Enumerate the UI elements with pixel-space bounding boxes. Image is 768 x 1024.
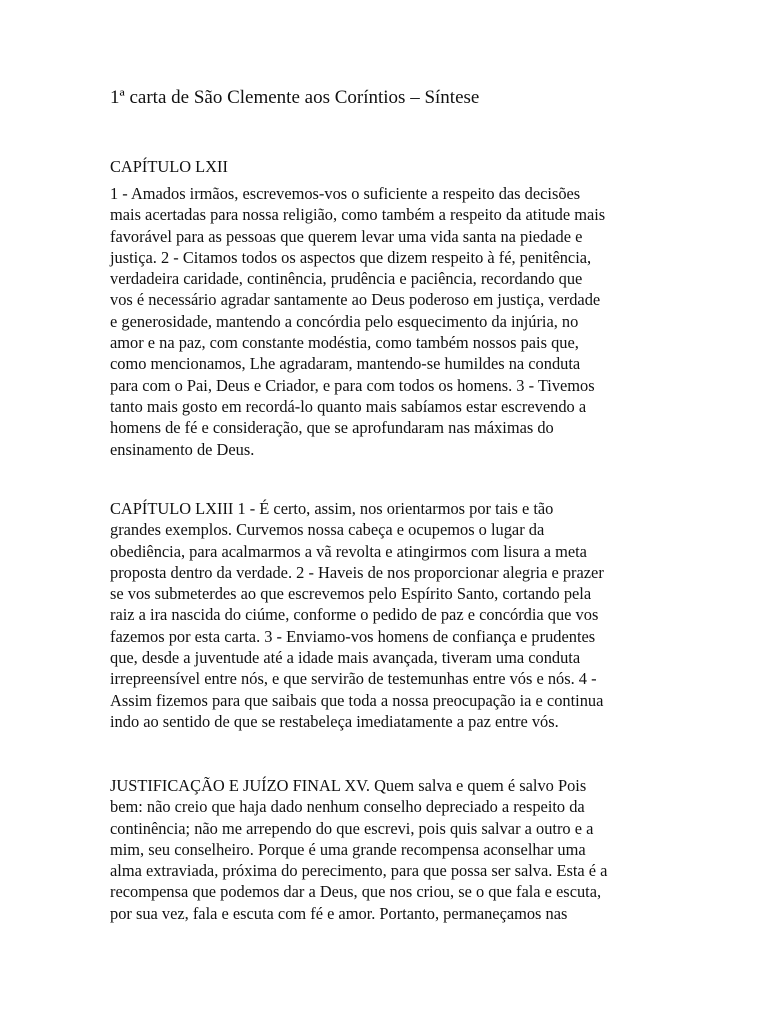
- text-line: bem: não creio que haja dado nenhum conselho depreciado a respeito da: [110, 797, 585, 817]
- text-line: fazemos por esta carta. 3 - Enviamo-vos homens de confiança e prudentes: [110, 626, 596, 646]
- text-line: amor e na paz, com constante modéstia, como também nossos pais que,: [110, 333, 579, 353]
- text-line: grandes exemplos. Curvemos nossa cabeça e ocupemos o lugar da: [110, 520, 545, 540]
- text-line: vos é necessário agradar santamente ao Deus poderoso em justiça, verdade: [110, 290, 601, 310]
- chapter-lxiii-paragraph: [110, 498, 666, 732]
- justificacao-paragraph: [110, 775, 666, 924]
- chapter-lxii-heading: CAPÍTULO LXII: [110, 157, 228, 176]
- text-line: por sua vez, fala e escuta com fé e amor. Portanto, permaneçamos nas: [110, 903, 568, 923]
- document-title: 1ª carta de São Clemente aos Coríntios – Síntese: [110, 87, 480, 108]
- text-line: tanto mais gosto em recordá-lo quanto mais sabíamos estar escrevendo a: [110, 396, 587, 416]
- text-line: homens de fé e consideração, que se aprofundaram nas máximas do: [110, 418, 554, 438]
- text-line: como mencionamos, Lhe agradaram, mantendo-se humildes na conduta: [110, 354, 581, 374]
- text-line: que, desde a juventude até a idade mais avançada, tiveram uma conduta: [110, 648, 581, 668]
- text-line: verdadeira caridade, continência, prudência e paciência, recordando que: [110, 269, 583, 289]
- text-line: favorável para as pessoas que querem levar uma vida santa na piedade e: [110, 226, 583, 246]
- text-line: irrepreensível entre nós, e que servirão de testemunhas entre vós e nós. 4 -: [110, 669, 597, 689]
- text-line: CAPÍTULO LXIII 1 - É certo, assim, nos orientarmos por tais e tão: [110, 499, 554, 518]
- text-line: continência; não me arrependo do que escrevi, pois quis salvar a outro e a: [110, 818, 594, 838]
- text-line: raiz a ira nascida do ciúme, conforme o pedido de paz e concórdia que vos: [110, 605, 599, 625]
- text-line: se vos submeterdes ao que escrevemos pelo Espírito Santo, cortando pela: [110, 584, 592, 604]
- text-line: obediência, para acalmarmos a vã revolta e atingirmos com lisura a meta: [110, 541, 587, 561]
- text-line: Assim fizemos para que saibais que toda a nossa preocupação ia e continua: [110, 690, 604, 710]
- text-line: indo ao sentido de que se restabeleça imediatamente a paz entre vós.: [110, 711, 559, 731]
- text-line: 1 - Amados irmãos, escrevemos-vos o suficiente a respeito das decisões: [110, 184, 581, 203]
- text-line: JUSTIFICAÇÃO E JUÍZO FINAL XV. Quem salva e quem é salvo Pois: [110, 776, 587, 795]
- chapter-lxii-paragraph: [110, 183, 666, 460]
- text-line: para com o Pai, Deus e Criador, e para com todos os homens. 3 - Tivemos: [110, 375, 595, 395]
- text-line: e generosidade, mantendo a concórdia pelo esquecimento da injúria, no: [110, 311, 579, 331]
- text-line: mim, seu conselheiro. Porque é uma grande recompensa aconselhar uma: [110, 839, 586, 859]
- text-line: alma extraviada, próxima do perecimento, para que possa ser salva. Esta é a: [110, 861, 608, 881]
- text-line: ensinamento de Deus.: [110, 439, 255, 459]
- text-line: proposta dentro da verdade. 2 - Haveis de nos proporcionar alegria e prazer: [110, 562, 604, 582]
- text-line: justiça. 2 - Citamos todos os aspectos que dizem respeito à fé, penitência,: [110, 247, 592, 267]
- text-line: mais acertadas para nossa religião, como também a respeito da atitude mais: [110, 205, 606, 225]
- text-line: recompensa que podemos dar a Deus, que nos criou, se o que fala e escuta,: [110, 882, 602, 902]
